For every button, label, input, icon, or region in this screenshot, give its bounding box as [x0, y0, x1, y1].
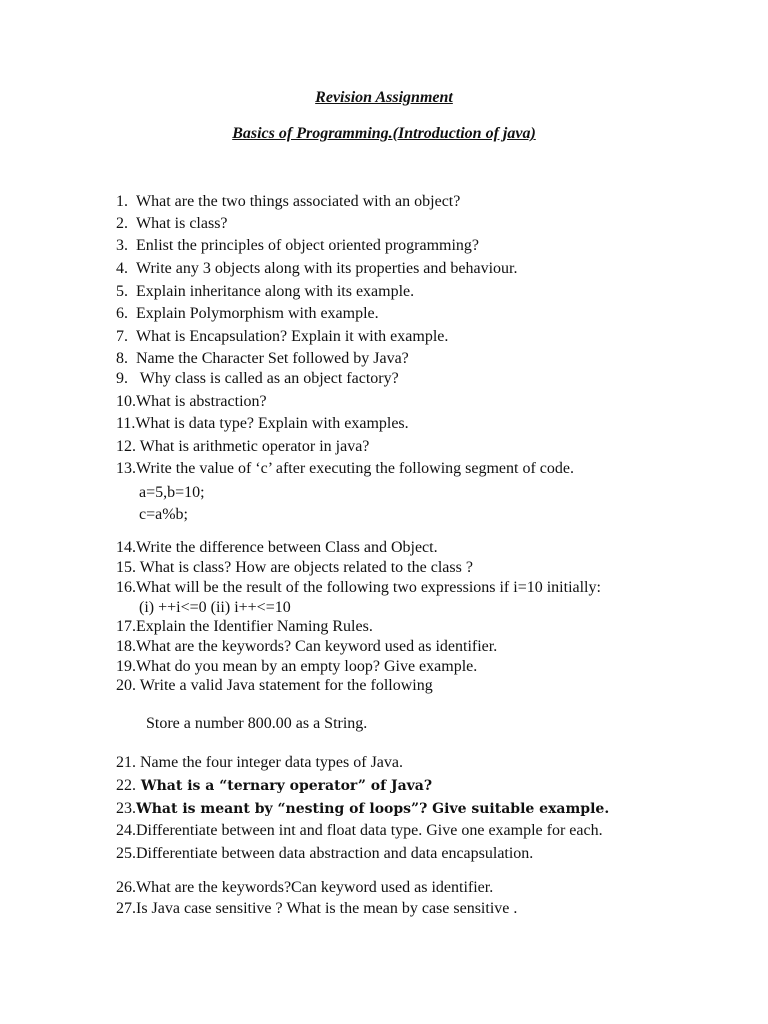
question-text: Name the four integer data types of Java. [136, 754, 404, 771]
question-number: 10. [116, 393, 136, 410]
question-item [116, 657, 477, 677]
question-number: 16. [116, 579, 136, 596]
question-item [116, 236, 479, 256]
document-subtitle: Basics of Programming.(Introduction of java) [232, 125, 536, 142]
document-title: Revision Assignment [315, 89, 453, 106]
expression-line: (i) ++i<=0 (ii) i++<=10 [139, 599, 291, 616]
question-text: Write a valid Java statement for the following [136, 677, 433, 694]
question-text: Differentiate between data abstraction and data encapsulation. [136, 845, 534, 862]
question-item [116, 437, 369, 457]
question-text: Is Java case sensitive ? What is the mean by case sensitive . [136, 900, 518, 917]
question-number: 9. [116, 370, 128, 387]
question-number: 2. [116, 215, 128, 232]
question-item [116, 558, 473, 578]
question-item [116, 414, 409, 434]
question-text: Enlist the principles of object oriented programming? [136, 237, 480, 254]
question-number: 26. [116, 879, 136, 896]
question-text: What do you mean by an empty loop? Give example. [136, 658, 478, 675]
question-number: 20. [116, 677, 136, 694]
question-item [116, 259, 517, 279]
question-item [116, 637, 497, 657]
question-number: 17. [116, 618, 136, 635]
question-text: What is arithmetic operator in java? [136, 438, 370, 455]
question-text: What is class? How are objects related to the class ? [136, 559, 473, 576]
question-item [116, 776, 432, 796]
question-number: 19. [116, 658, 136, 675]
question-item [116, 799, 609, 819]
question-text: What is a “ternary operator” of Java? [136, 778, 433, 794]
question-number: 13. [116, 460, 136, 477]
question-item [116, 349, 409, 369]
question-text: What is data type? Explain with examples. [135, 415, 409, 432]
question-number: 21. [116, 754, 136, 771]
question-text: What are the two things associated with an object? [136, 193, 461, 210]
detail-line: Store a number 800.00 as a String. [146, 715, 368, 732]
question-item [116, 392, 267, 412]
question-item [116, 844, 533, 864]
question-item [116, 821, 603, 841]
question-number: 8. [116, 350, 128, 367]
question-text: Name the Character Set followed by Java? [136, 350, 409, 367]
question-item [116, 304, 379, 324]
question-text: Explain inheritance along with its example. [136, 283, 415, 300]
question-number: 14. [116, 539, 136, 556]
question-item [116, 369, 399, 389]
question-item [116, 878, 493, 898]
question-text: What is abstraction? [136, 393, 267, 410]
question-item [116, 899, 517, 919]
question-number: 22. [116, 777, 136, 794]
question-text: What is meant by “nesting of loops”? Give suitable example. [136, 801, 610, 817]
question-text: Write any 3 objects along with its properties and behaviour. [136, 260, 518, 277]
question-number: 5. [116, 283, 128, 300]
question-item [116, 459, 574, 479]
question-number: 4. [116, 260, 128, 277]
question-item [116, 538, 438, 558]
question-item [116, 192, 460, 212]
question-text: Write the value of ‘c’ after executing the following segment of code. [136, 460, 574, 477]
question-text: Explain the Identifier Naming Rules. [136, 618, 373, 635]
question-number: 7. [116, 328, 128, 345]
question-item [116, 214, 228, 234]
question-text: What are the keywords? Can keyword used as identifier. [136, 638, 498, 655]
question-number: 24. [116, 822, 136, 839]
question-text: Explain Polymorphism with example. [136, 305, 379, 322]
question-number: 12. [116, 438, 136, 455]
question-item [116, 617, 373, 637]
question-text: Differentiate between int and float data type. Give one example for each. [136, 822, 603, 839]
question-text: What is class? [136, 215, 228, 232]
question-text: What are the keywords?Can keyword used as identifier. [136, 879, 494, 896]
question-text: Write the difference between Class and Object. [136, 539, 438, 556]
question-number: 15. [116, 559, 136, 576]
question-number: 27. [116, 900, 136, 917]
question-item [116, 578, 601, 598]
question-number: 18. [116, 638, 136, 655]
question-number: 1. [116, 193, 128, 210]
question-text: Why class is called as an object factory? [136, 370, 399, 387]
question-number: 3. [116, 237, 128, 254]
question-number: 11. [116, 415, 136, 432]
code-line: a=5,b=10; [139, 484, 205, 501]
question-item [116, 327, 448, 347]
question-number: 25. [116, 845, 136, 862]
question-item [116, 753, 403, 773]
code-line: c=a%b; [139, 506, 188, 523]
question-item [116, 282, 414, 302]
question-text: What will be the result of the following two expressions if i=10 initially: [136, 579, 601, 596]
question-item [116, 676, 433, 696]
question-text: What is Encapsulation? Explain it with example. [136, 328, 449, 345]
question-number: 6. [116, 305, 128, 322]
question-number: 23. [116, 800, 136, 817]
